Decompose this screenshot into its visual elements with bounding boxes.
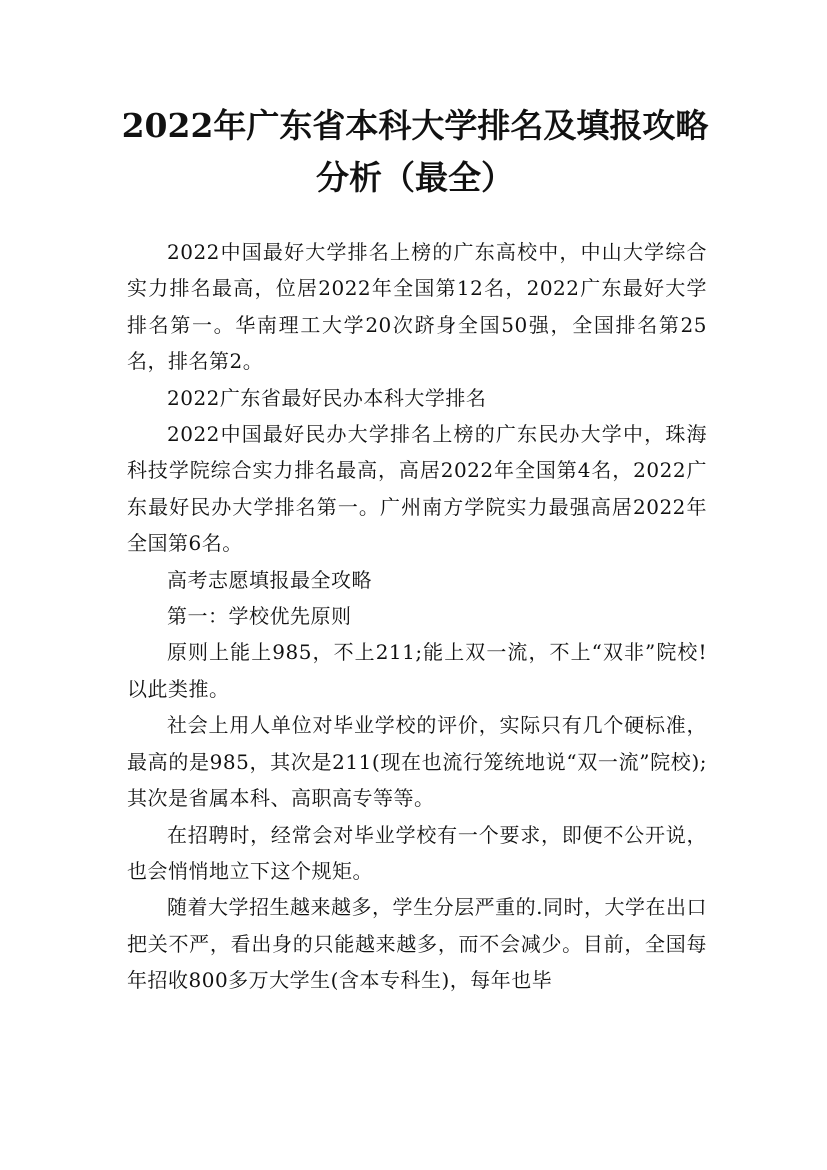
paragraph-ranking-intro: 2022中国最好大学排名上榜的广东高校中，中山大学综合实力排名最高，位居2022年全国第12名，2022广东最好大学排名第一。华南理工大学20次跻身全国50强，全国排名第25名，排名第2。: [127, 240, 707, 374]
paragraph-985-211: 原则上能上985，不上211;能上双一流，不上“双非”院校!以此类推。: [127, 640, 707, 701]
paragraph-strategy-heading: 高考志愿填报最全攻略: [167, 567, 372, 592]
paragraph-principle-one: 第一：学校优先原则: [167, 604, 352, 629]
paragraph-enrollment: 随着大学招生越来越多，学生分层严重的.同时，大学在出口把关不严，看出身的只能越来越多，而不会减少。目前，全国每年招收800多万大学生(含本专科生)，每年也毕: [127, 895, 707, 993]
paragraph-recruitment: 在招聘时，经常会对毕业学校有一个要求，即便不公开说，也会悄悄地立下这个规矩。: [127, 822, 707, 883]
document-body: [127, 234, 707, 999]
paragraph-employer-view: 社会上用人单位对毕业学校的评价，实际只有几个硬标准，最高的是985，其次是211(现在也流行笼统地说“双一流”院校);其次是省属本科、高职高专等等。: [127, 713, 707, 811]
paragraph-private-ranking: 2022中国最好民办大学排名上榜的广东民办大学中，珠海科技学院综合实力排名最高，高居2022年全国第4名，2022广东最好民办大学排名第一。广州南方学院实力最强高居2022年全国第6名。: [127, 422, 707, 556]
document-title: 2022年广东省本科大学排名及填报攻略分析（最全）: [121, 106, 709, 197]
paragraph-private-heading: 2022广东省最好民办本科大学排名: [167, 385, 487, 410]
